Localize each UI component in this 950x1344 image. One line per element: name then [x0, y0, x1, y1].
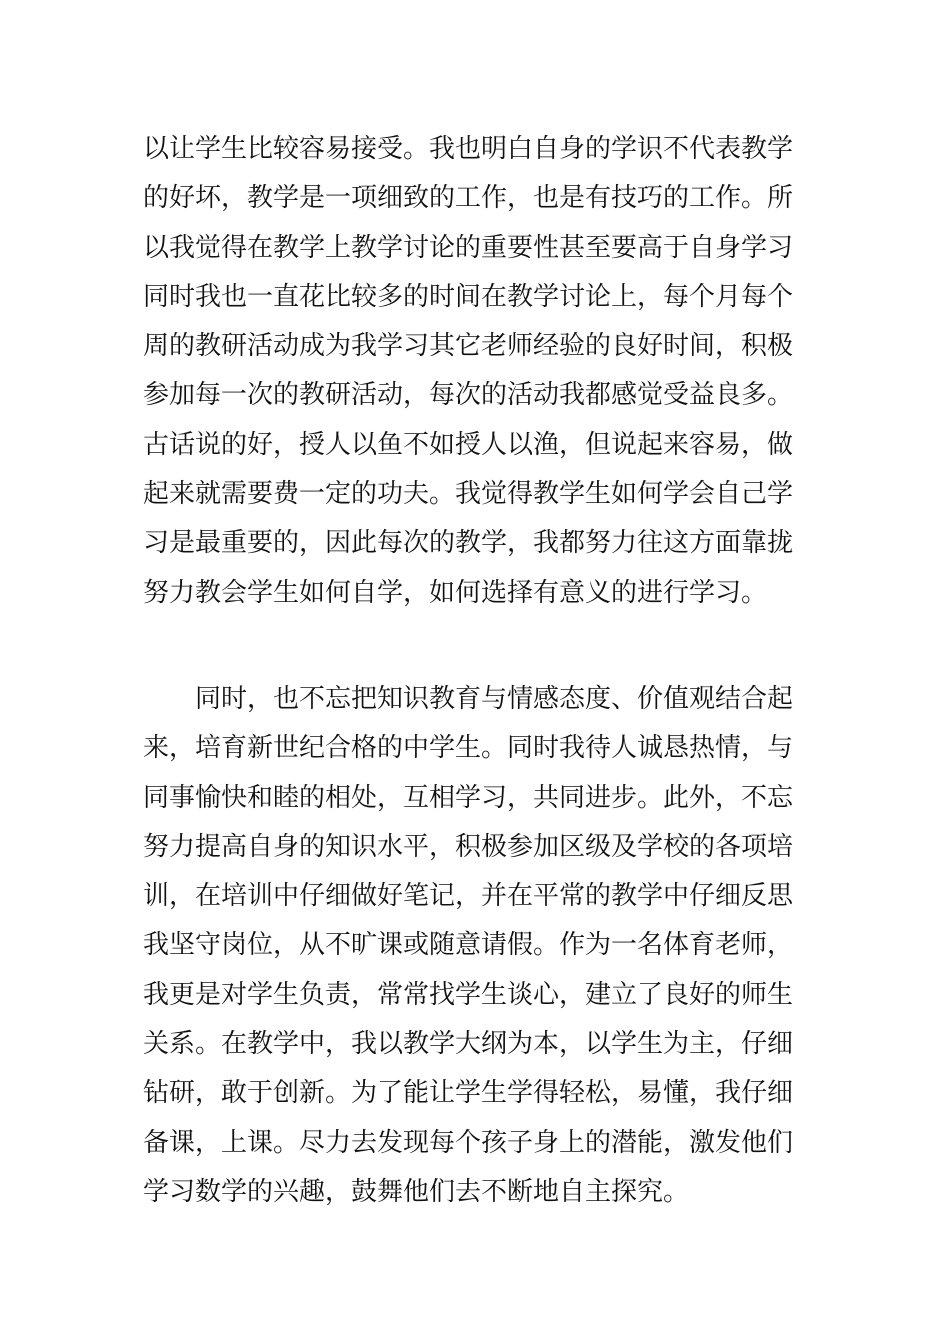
text-line: 的好坏，教学是一项细致的工作，也是有技巧的工作。所	[143, 183, 794, 214]
paragraph-1	[143, 125, 823, 618]
text-line: 努力教会学生如何自学，如何选择有意义的进行学习。	[143, 577, 768, 608]
text-line: 同事愉快和睦的相处，互相学习，共同进步。此外，不忘	[143, 782, 794, 813]
text-line: 参加每一次的教研活动，每次的活动我都感觉受益良多。	[143, 380, 794, 411]
text-line: 学习数学的兴趣，鼓舞他们去不断地自主探究。	[143, 1176, 690, 1207]
text-line: 同时我也一直花比较多的时间在教学讨论上，每个月每个	[143, 281, 794, 312]
text-line: 我更是对学生负责，常常找学生谈心，建立了良好的师生	[143, 979, 794, 1010]
text-line: 来，培育新世纪合格的中学生。同时我待人诚恳热情，与	[143, 733, 794, 764]
text-line: 古话说的好，授人以鱼不如授人以渔，但说起来容易，做	[143, 429, 794, 460]
text-line: 关系。在教学中，我以教学大纲为本，以学生为主，仔细	[143, 1029, 794, 1060]
text-line: 训，在培训中仔细做好笔记，并在平常的教学中仔细反思	[143, 881, 794, 912]
text-line: 起来就需要费一定的功夫。我觉得教学生如何学会自己学	[143, 479, 794, 510]
text-line: 努力提高自身的知识水平，积极参加区级及学校的各项培	[143, 831, 794, 862]
text-line: 周的教研活动成为我学习其它老师经验的良好时间，积极	[143, 331, 794, 362]
text-line: 同时，也不忘把知识教育与情感态度、价值观结合起	[143, 684, 794, 714]
text-line: 以让学生比较容易接受。我也明白自身的学识不代表教学	[143, 134, 794, 164]
text-line: 钻研，敢于创新。为了能让学生学得轻松，易懂，我仔细	[143, 1078, 794, 1109]
text-line: 习是最重要的，因此每次的教学，我都努力往这方面靠拢	[143, 528, 794, 559]
paragraph-2	[143, 675, 823, 1217]
text-line: 我坚守岗位，从不旷课或随意请假。作为一名体育老师，	[143, 930, 794, 961]
text-line: 以我觉得在教学上教学讨论的重要性甚至要高于自身学习	[143, 232, 794, 263]
text-line: 备课，上课。尽力去发现每个孩子身上的潜能，激发他们	[143, 1127, 794, 1158]
